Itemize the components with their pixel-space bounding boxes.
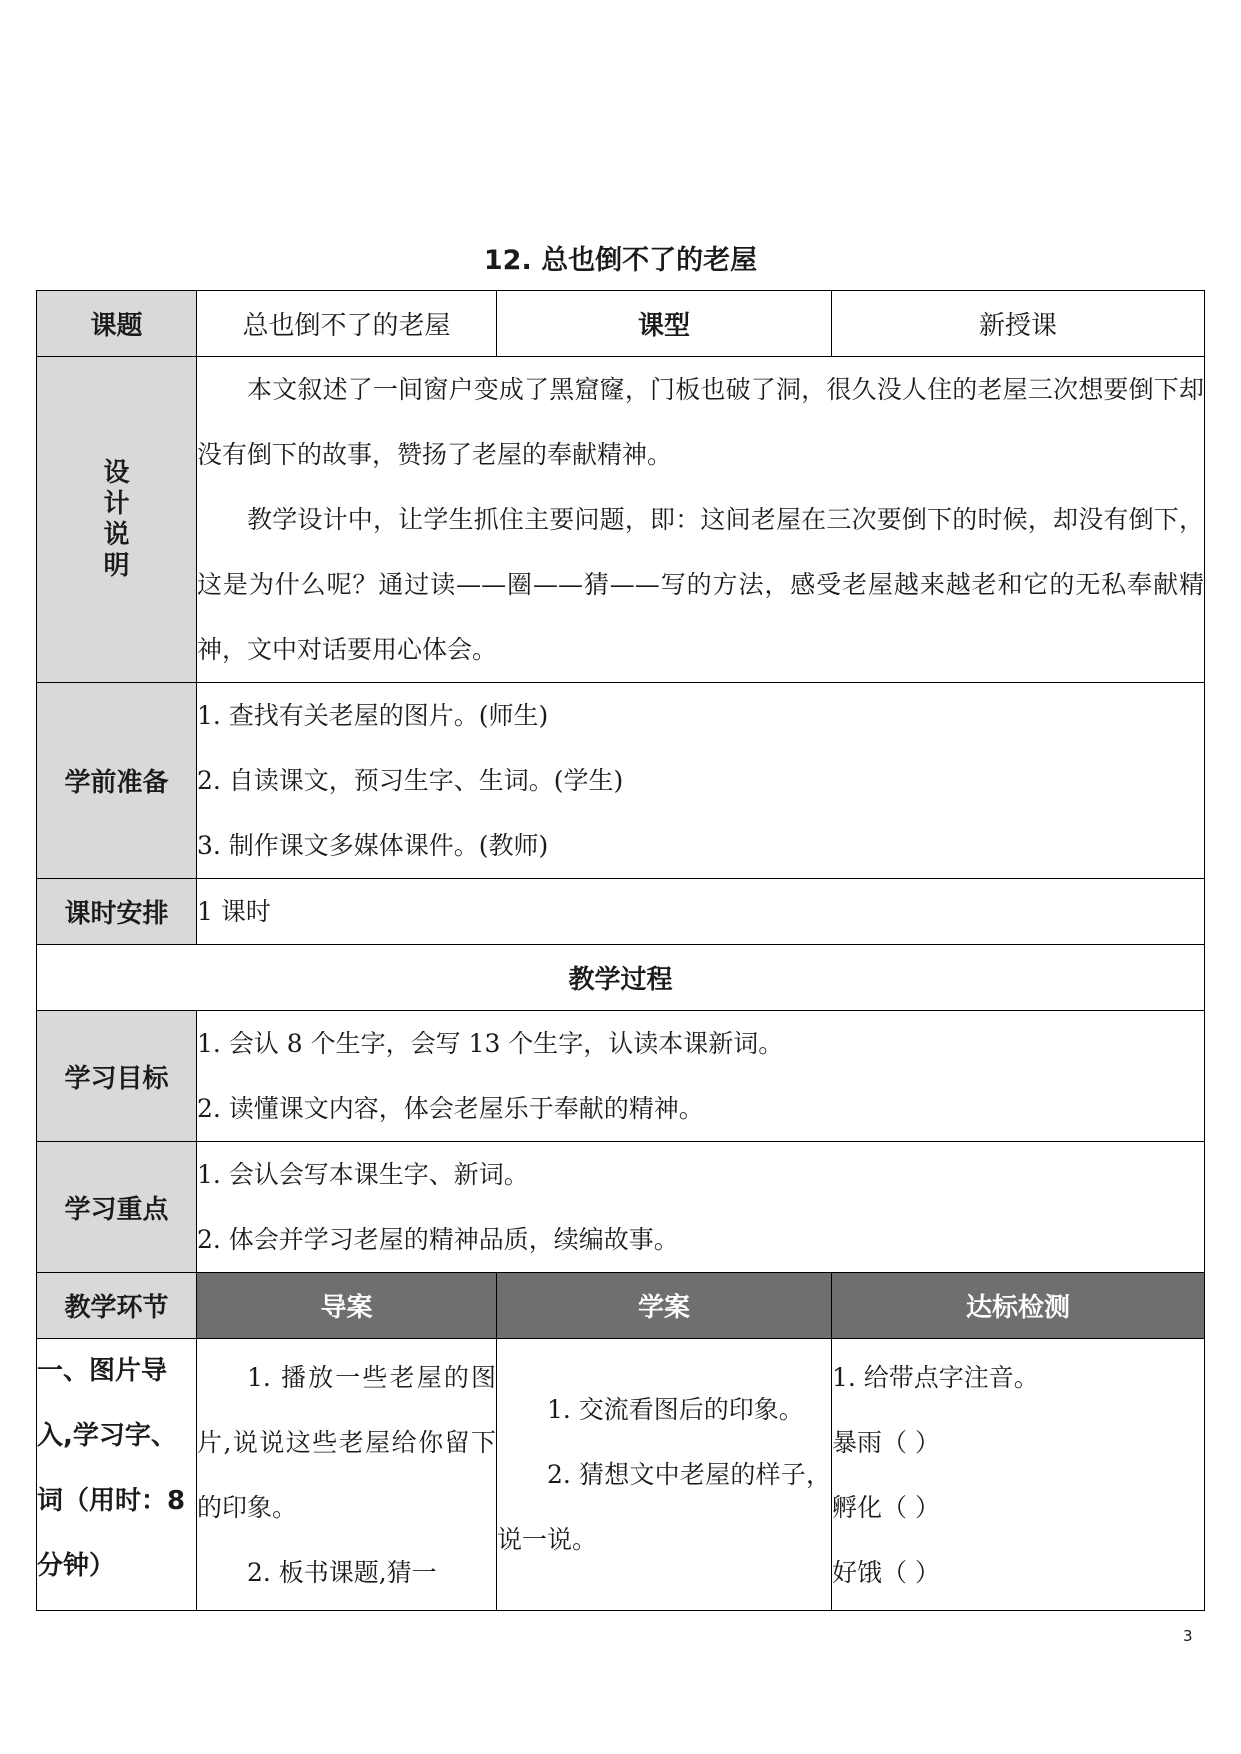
design-content bbox=[197, 357, 1205, 683]
page-number: 3 bbox=[1183, 1627, 1193, 1645]
goals-label: 学习目标 bbox=[37, 1011, 197, 1142]
design-paragraph: 教学设计中，让学生抓住主要问题，即：这间老屋在三次要倒下的时候，却没有倒下，这是为什么呢？通过读——圈——猜——写的方法，感受老屋越来越老和它的无私奉献精神，文中对话要用心体会。 bbox=[197, 505, 1204, 664]
goal-item: 2. 读懂课文内容，体会老屋乐于奉献的精神。 bbox=[197, 1094, 704, 1123]
prep-item: 3. 制作课文多媒体课件。(教师) bbox=[197, 831, 549, 860]
prep-item: 2. 自读课文，预习生字、生词。(学生) bbox=[197, 766, 624, 795]
process-row bbox=[37, 945, 1205, 1011]
steps-col-stage: 教学环节 bbox=[37, 1273, 197, 1339]
focus-content bbox=[197, 1142, 1205, 1273]
type-label: 课型 bbox=[497, 291, 832, 357]
design-label-cell bbox=[37, 357, 197, 683]
step1-row bbox=[37, 1339, 1205, 1611]
check-item: 1. 给带点字注音。 bbox=[832, 1362, 1039, 1392]
goal-item: 1. 会认 8 个生字，会写 13 个生字，认读本课新词。 bbox=[197, 1029, 784, 1058]
guide-item: 1. 播放一些老屋的图片,说说这些老屋给你留下的印象。 bbox=[197, 1362, 496, 1522]
focus-label: 学习重点 bbox=[37, 1142, 197, 1273]
check-item: 孵化（ ） bbox=[832, 1492, 940, 1522]
process-title: 教学过程 bbox=[37, 945, 1205, 1011]
topic-label: 课题 bbox=[37, 291, 197, 357]
steps-col-guide: 导案 bbox=[197, 1273, 497, 1339]
schedule-label: 课时安排 bbox=[37, 879, 197, 945]
steps-col-check: 达标检测 bbox=[832, 1273, 1205, 1339]
goals-content bbox=[197, 1011, 1205, 1142]
study-item: 1. 交流看图后的印象。 bbox=[547, 1395, 804, 1424]
design-paragraph: 本文叙述了一间窗户变成了黑窟窿，门板也破了洞，很久没人住的老屋三次想要倒下却没有倒下的故事，赞扬了老屋的奉献精神。 bbox=[197, 375, 1204, 469]
focus-row bbox=[37, 1142, 1205, 1273]
prep-item: 1. 查找有关老屋的图片。(师生) bbox=[197, 701, 549, 730]
schedule-row bbox=[37, 879, 1205, 945]
design-row bbox=[37, 357, 1205, 683]
steps-header-row bbox=[37, 1273, 1205, 1339]
prep-row bbox=[37, 683, 1205, 879]
check-item: 暴雨（ ） bbox=[832, 1427, 940, 1457]
topic-row bbox=[37, 291, 1205, 357]
step1-study bbox=[497, 1339, 832, 1611]
steps-col-study: 学案 bbox=[497, 1273, 832, 1339]
prep-content bbox=[197, 683, 1205, 879]
lesson-plan-table bbox=[36, 290, 1205, 1611]
design-label: 设计说明 bbox=[103, 457, 130, 581]
step1-guide bbox=[197, 1339, 497, 1611]
study-item: 2. 猜想文中老屋的样子，说一说。 bbox=[497, 1460, 831, 1554]
goals-row bbox=[37, 1011, 1205, 1142]
step1-name: 一、图片导入,学习字、词（用时：8 分钟） bbox=[37, 1339, 197, 1611]
schedule-value: 1 课时 bbox=[197, 879, 1205, 945]
guide-item: 2. 板书课题,猜一 bbox=[247, 1557, 437, 1587]
type-value: 新授课 bbox=[832, 291, 1205, 357]
check-item: 好饿（ ） bbox=[832, 1557, 940, 1587]
focus-item: 1. 会认会写本课生字、新词。 bbox=[197, 1160, 529, 1189]
step1-check bbox=[832, 1339, 1205, 1611]
prep-label: 学前准备 bbox=[37, 683, 197, 879]
focus-item: 2. 体会并学习老屋的精神品质，续编故事。 bbox=[197, 1225, 679, 1254]
page-title: 12. 总也倒不了的老屋 bbox=[483, 245, 758, 276]
topic-value: 总也倒不了的老屋 bbox=[197, 291, 497, 357]
